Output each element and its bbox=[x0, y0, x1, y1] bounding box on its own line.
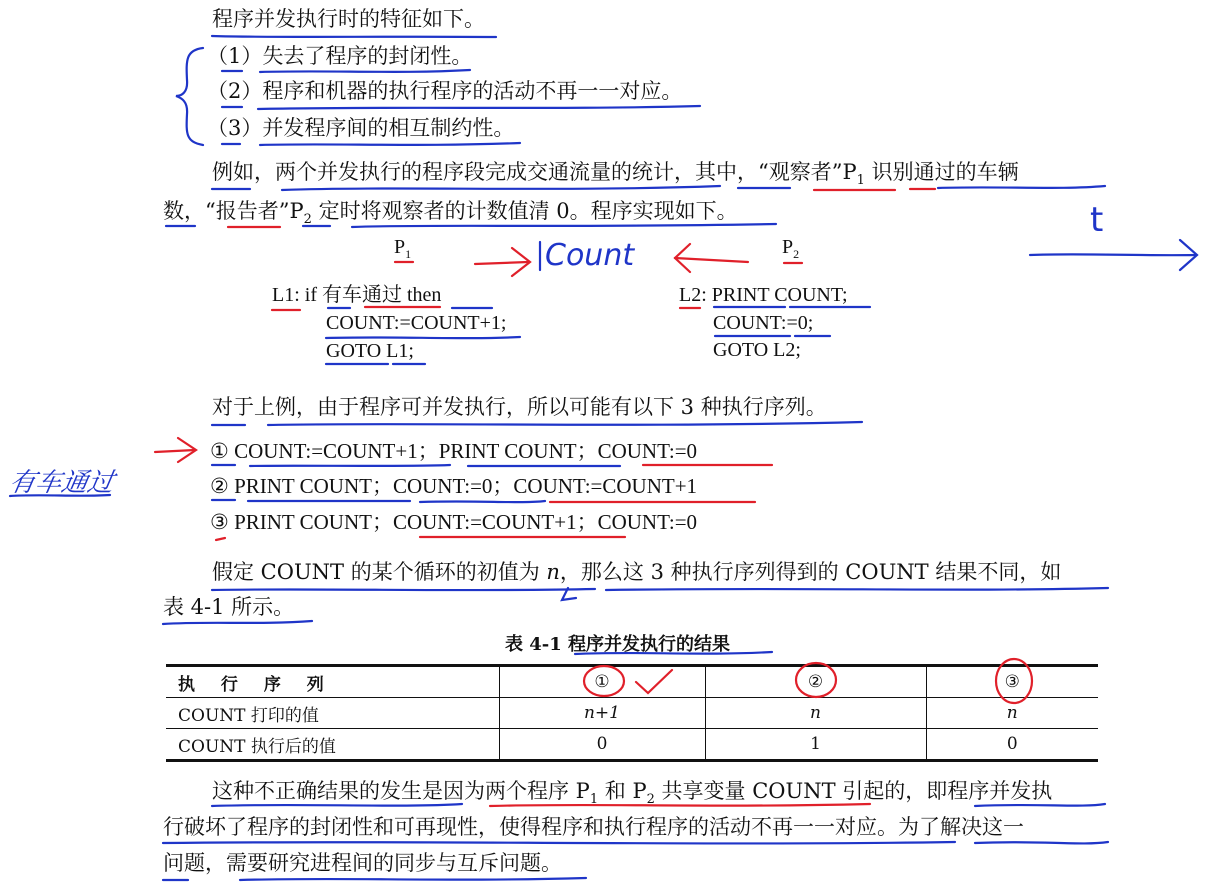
table-row bbox=[166, 698, 1098, 729]
sequence-2: ② PRINT COUNT；COUNT:=0；COUNT:=COUNT+1 bbox=[210, 474, 698, 498]
table-header-sequence: 执 行 序 列 bbox=[166, 666, 499, 698]
table-row bbox=[166, 729, 1098, 761]
assume-line-1: 假定 COUNT 的某个循环的初值为 n，那么这 3 种执行序列得到的 COUNT 结果不同，如 bbox=[212, 560, 1062, 584]
handwritten-time-note: t bbox=[1090, 200, 1104, 240]
table-cell: n bbox=[926, 698, 1098, 729]
results-table bbox=[166, 664, 1098, 762]
table-cell: n bbox=[705, 698, 926, 729]
p1-code-line-3: GOTO L1; bbox=[326, 340, 414, 362]
table-cell: 1 bbox=[705, 729, 926, 761]
handwritten-side-note: 有车通过 bbox=[6, 468, 117, 498]
table-caption: 表 4-1 程序并发执行的结果 bbox=[505, 634, 731, 655]
conclusion-line-3: 问题，需要研究进程间的同步与互斥问题。 bbox=[163, 851, 562, 875]
example-line-1: 例如，两个并发执行的程序段完成交通流量的统计，其中，“观察者$”P_1$ 识别通过的车辆 bbox=[212, 160, 1019, 189]
p1-code-line-1: L1: if 有车通过 then bbox=[272, 284, 442, 306]
handwritten-count-note: Count bbox=[545, 238, 635, 273]
table-cell: 0 bbox=[926, 729, 1098, 761]
table-cell: 0 bbox=[499, 729, 705, 761]
sequences-intro: 对于上例，由于程序可并发执行，所以可能有以下 3 种执行序列。 bbox=[212, 395, 827, 419]
conclusion-line-1: 这种不正确结果的发生是因为两个程序 $P_1$ 和 $P_2$ 共享变量 COUNT 引起的，即程序并发执 bbox=[212, 779, 1053, 808]
p2-label: $P_2$ bbox=[782, 236, 800, 261]
example-line-2: 数，“报告者$”P_2$ 定时将观察者的计数值清 0。程序实现如下。 bbox=[163, 199, 738, 228]
table-header-3: ③ bbox=[926, 666, 1098, 698]
intro-heading: 程序并发执行时的特征如下。 bbox=[212, 7, 485, 31]
table-header-2: ② bbox=[705, 666, 926, 698]
p2-code-line-2: COUNT:=0; bbox=[713, 312, 814, 334]
intro-item-1: （1）失去了程序的封闭性。 bbox=[207, 44, 473, 68]
table-cell: n+1 bbox=[499, 698, 705, 729]
intro-item-2: （2）程序和机器的执行程序的活动不再一一对应。 bbox=[207, 79, 683, 103]
p1-label: $P_1$ bbox=[394, 236, 412, 261]
conclusion-line-2: 行破坏了程序的封闭性和可再现性，使得程序和执行程序的活动不再一一对应。为了解决这一 bbox=[163, 815, 1024, 839]
p1-code-line-2: COUNT:=COUNT+1; bbox=[326, 312, 507, 334]
assume-line-2: 表 4-1 所示。 bbox=[163, 595, 295, 619]
sequence-1: ① COUNT:=COUNT+1；PRINT COUNT；COUNT:=0 bbox=[210, 439, 698, 463]
sequence-3: ③ PRINT COUNT；COUNT:=COUNT+1；COUNT:=0 bbox=[210, 510, 698, 534]
table-cell: COUNT 打印的值 bbox=[166, 698, 499, 729]
p2-code-line-3: GOTO L2; bbox=[713, 339, 801, 361]
intro-item-3: （3）并发程序间的相互制约性。 bbox=[207, 116, 515, 140]
table-header-1: ① bbox=[499, 666, 705, 698]
table-cell: COUNT 执行后的值 bbox=[166, 729, 499, 761]
p2-code-line-1: L2: PRINT COUNT; bbox=[679, 284, 848, 306]
